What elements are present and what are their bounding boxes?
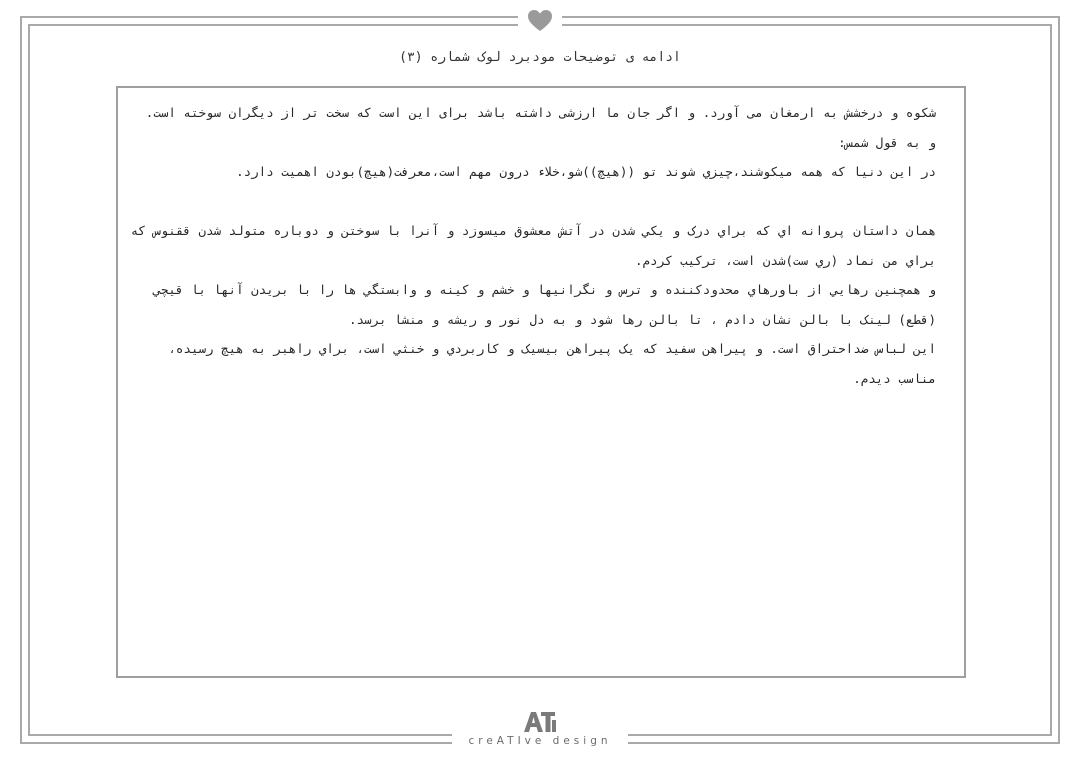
paragraph: همان داستان پروانه اي که براي درک و یکي شدن در آتش معشوق میسوزد و آنرا با سوختن و دوباره متولد شدن ققنوس که براي من نماد (ري ست)شدن است، ترکیب کردم.: [130, 223, 936, 268]
document-body: [126, 98, 936, 393]
paragraph: در این دنیا که همه میکوشند،چیزي شوند تو ((هیچ))شو،خلاء درون مهم است،معرفت(هیچ)بودن اهمیت دارد.: [236, 164, 936, 179]
heart-ornament: [518, 6, 562, 36]
paragraph: و به قول شمس:: [838, 134, 936, 150]
paragraph-spacer: [126, 187, 936, 217]
ati-logo-icon: [522, 710, 558, 734]
heart-icon: [528, 10, 552, 32]
paragraph: شکوه و درخشش به ارمغان می آورد. و اگر جان ما ارزشی داشته باشد برای این است که سخت تر از دیگران سوخته است.: [145, 105, 936, 120]
page-title: ادامه ی توضیحات مودبرد لوک شماره (۳): [399, 50, 681, 65]
paragraph: و همچنین رهایي از باورهاي محدودکننده و ترس و نگرانیها و خشم و کینه و وابستگي ها را با بریدن آنها با قیچي (قطع) لینک با بالن نشان دادم ، تا بالن رها شود و به دل نور و ریشه و منشا برسد.: [153, 282, 936, 327]
logo-caption: creATIve design: [468, 735, 612, 747]
footer-logo: [452, 708, 628, 752]
paragraph: این لباس ضداحتراق است. و پیراهن سفید که یک پیراهن بیسیک و کاربردي و خنثي است، براي راهبر به هیچ رسیده، مناسب دیدم.: [168, 341, 936, 386]
